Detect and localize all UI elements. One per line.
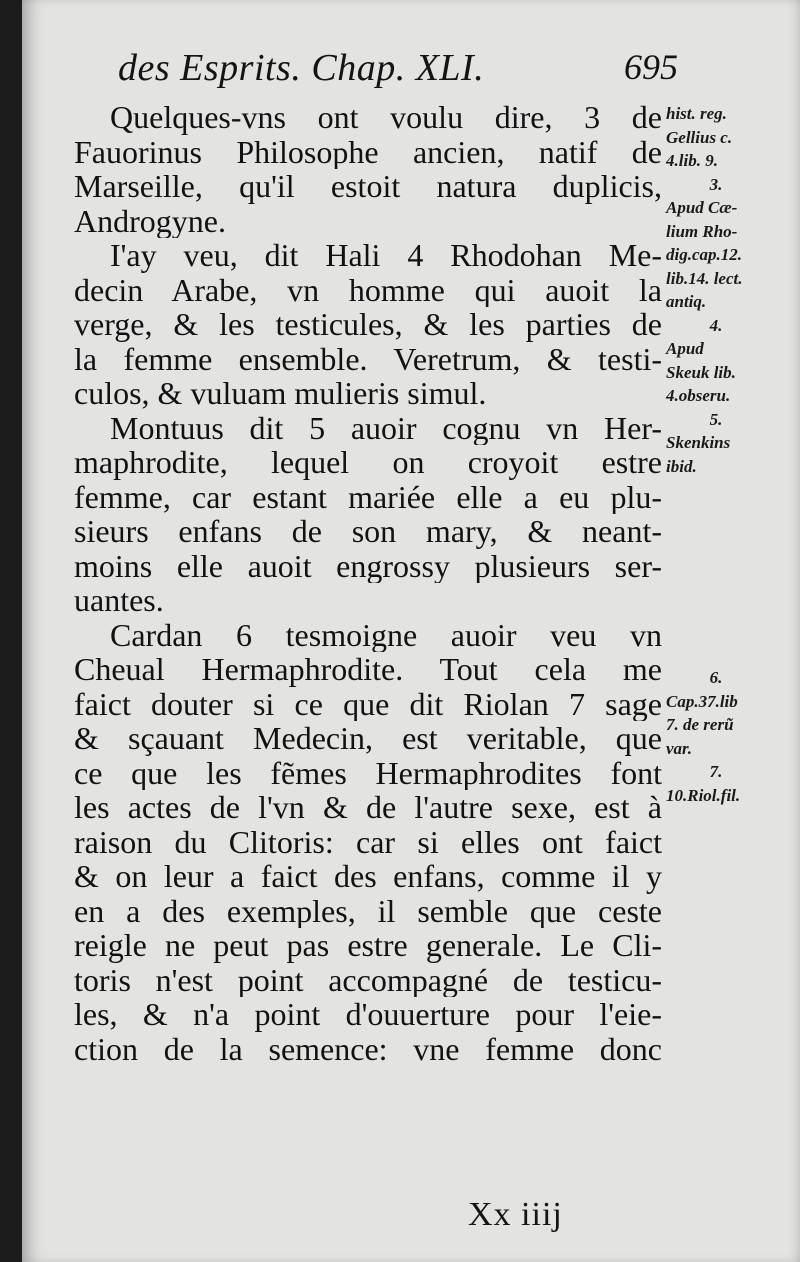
margin-note: 6. bbox=[709, 668, 723, 687]
text-line: les, & n'a point d'ouuerture pour l'eie- bbox=[74, 997, 662, 1032]
margin-note: lib.14. lect. bbox=[666, 268, 743, 288]
text-line: moins elle auoit engrossy plusieurs ser- bbox=[74, 548, 662, 583]
text-line: Androgyne. bbox=[74, 203, 226, 238]
book-page bbox=[22, 0, 800, 1262]
text-line: ction de la semence: vne femme donc bbox=[74, 1031, 662, 1066]
text-line: faict douter si ce que dit Riolan 7 sage bbox=[74, 686, 662, 721]
margin-note bbox=[666, 643, 800, 667]
margin-note: lium Rho- bbox=[666, 221, 738, 241]
margin-note: 7. bbox=[709, 762, 723, 781]
margin-note: 4. bbox=[709, 315, 723, 335]
text-line: verge, & les testicules, & les parties de bbox=[74, 307, 662, 342]
text-line: Cardan 6 tesmoigne auoir veu vn bbox=[110, 617, 662, 652]
margin-note: hist. reg. bbox=[666, 104, 727, 123]
text-line: & sçauant Medecin, est veritable, que bbox=[74, 721, 662, 756]
text-line: maphrodite, lequel on croyoit estre bbox=[74, 445, 662, 480]
page-number: 695 bbox=[624, 47, 678, 87]
margin-note: 5. bbox=[709, 409, 723, 429]
margin-note: Gellius c. bbox=[666, 127, 733, 147]
margin-note: Cap.37.lib bbox=[666, 691, 738, 711]
margin-note: 3. bbox=[709, 174, 723, 194]
margin-note: antiq. bbox=[666, 292, 707, 311]
page-header bbox=[118, 42, 678, 100]
text-line: raison du Clitoris: car si elles ont faict bbox=[74, 824, 662, 859]
text-line: la femme ensemble. Veretrum, & testi- bbox=[74, 341, 662, 376]
text-line: Fauorinus Philosophe ancien, natif de bbox=[74, 134, 662, 169]
margin-note: 10.Riol.fil. bbox=[666, 785, 741, 805]
margin-note: 4.obseru. bbox=[666, 386, 731, 405]
text-line: en a des exemples, il semble que ceste bbox=[74, 893, 662, 928]
margin-note: Apud Cæ- bbox=[666, 198, 738, 217]
margin-note bbox=[666, 549, 800, 573]
text-line: I'ay veu, dit Hali 4 Rhodohan Me- bbox=[110, 238, 662, 273]
text-line: ce que les fẽmes Hermaphrodites font bbox=[74, 755, 662, 790]
margin-note: Skenkins bbox=[666, 433, 731, 452]
text-line: decin Arabe, vn homme qui auoit la bbox=[74, 272, 662, 307]
margin-note: dig.cap.12. bbox=[666, 245, 743, 264]
text-line: uantes. bbox=[74, 583, 164, 618]
margin-note bbox=[666, 619, 800, 643]
margin-note: 7. de rerũ bbox=[666, 715, 734, 734]
margin-note: ibid. bbox=[666, 456, 697, 476]
margin-note bbox=[666, 525, 800, 549]
main-text bbox=[74, 100, 662, 1066]
margin-note: var. bbox=[666, 738, 692, 758]
signature-mark: Xx iiij bbox=[468, 1196, 563, 1233]
margin-note bbox=[666, 478, 800, 502]
text-line: Cheual Hermaphrodite. Tout cela me bbox=[74, 652, 662, 687]
text-line: Quelques-vns ont voulu dire, 3 de bbox=[110, 100, 662, 135]
margin-note bbox=[666, 572, 800, 596]
text-line: sieurs enfans de son mary, & neant- bbox=[74, 514, 662, 549]
margin-notes bbox=[666, 102, 800, 807]
text-line: reigle ne peut pas estre generale. Le Cli- bbox=[74, 928, 662, 963]
text-line: Marseille, qu'il estoit natura duplicis, bbox=[74, 169, 662, 204]
text-line: toris n'est point accompagné de testicu- bbox=[74, 962, 662, 997]
text-line: femme, car estant mariée elle a eu plu- bbox=[74, 479, 662, 514]
text-line: les actes de l'vn & de l'autre sexe, est à bbox=[74, 790, 662, 825]
text-line: & on leur a faict des enfans, comme il y bbox=[74, 859, 662, 894]
margin-note bbox=[666, 596, 800, 620]
margin-note: Skeuk lib. bbox=[666, 362, 736, 382]
margin-note bbox=[666, 502, 800, 526]
running-head: des Esprits. Chap. XLI. bbox=[118, 47, 485, 89]
text-line: culos, & vuluam mulieris simul. bbox=[74, 376, 487, 411]
text-line: Montuus dit 5 auoir cognu vn Her- bbox=[110, 410, 662, 445]
margin-note: Apud bbox=[666, 339, 704, 358]
margin-note: 4.lib. 9. bbox=[666, 151, 718, 170]
